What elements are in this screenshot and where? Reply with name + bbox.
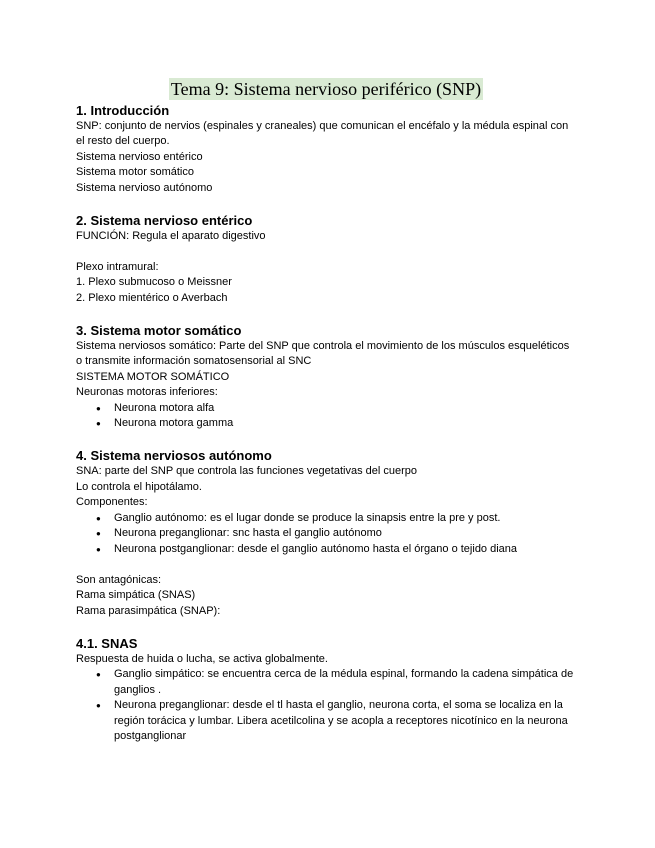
paragraph: Sistema nervioso entérico <box>76 150 203 163</box>
paragraph: Sistema nerviosos somático: Parte del SNP que controla el movimiento de los músculos esqueléticos o transmite información somatosensorial al SNC <box>76 339 570 367</box>
section-1-heading: 1. Introducción <box>76 102 170 118</box>
spacer <box>76 244 576 260</box>
list-item: ● Neurona preganglionar: snc hasta el ganglio autónomo <box>114 526 576 542</box>
bullet-list <box>76 511 576 558</box>
paragraph: Sistema nervioso autónomo <box>76 181 213 194</box>
paragraph: FUNCIÓN: Regula el aparato digestivo <box>76 229 266 242</box>
paragraph: Sistema motor somático <box>76 166 194 178</box>
spacer <box>76 432 576 448</box>
section-4-heading: 4. Sistema nerviosos autónomo <box>76 448 272 463</box>
spacer <box>76 196 576 212</box>
spacer <box>76 306 576 322</box>
bullet-list <box>76 667 576 745</box>
paragraph: Plexo intramural: <box>76 260 159 273</box>
title-wrap <box>76 78 576 101</box>
bullet-list <box>76 401 576 432</box>
list-item: ● Ganglio autónomo: es el lugar donde se produce la sinapsis entre la pre y post. <box>114 511 576 527</box>
list-item: ● Neurona postganglionar: desde el ganglio autónomo hasta el órgano o tejido diana <box>114 542 576 558</box>
list-item: ● Ganglio simpático: se encuentra cerca de la médula espinal, formando la cadena simpática de ganglios . <box>114 667 576 698</box>
section-4-1-heading: 4.1. SNAS <box>76 635 138 651</box>
paragraph: Son antagónicas: <box>76 573 162 586</box>
paragraph: Componentes: <box>76 496 148 508</box>
list-item: 2. Plexo mientérico o Averbach <box>76 291 228 304</box>
paragraph: Lo controla el hipotálamo. <box>76 480 202 493</box>
paragraph: Rama parasimpática (SNAP): <box>76 604 221 617</box>
spacer <box>76 557 576 573</box>
spacer <box>76 619 576 635</box>
page-title: Tema 9: Sistema nervioso periférico (SNP) <box>170 79 482 99</box>
list-item: ● Neurona motora alfa <box>114 401 576 417</box>
paragraph: SNA: parte del SNP que controla las funciones vegetativas del cuerpo <box>76 465 417 477</box>
document-page <box>76 78 576 745</box>
paragraph: SNP: conjunto de nervios (espinales y craneales) que comunican el encéfalo y la médula espinal con el resto del cuerpo. <box>76 119 569 147</box>
section-2-heading: 2. Sistema nervioso entérico <box>76 212 253 228</box>
section-3-heading: 3. Sistema motor somático <box>76 322 242 338</box>
list-item: ● Neurona motora gamma <box>114 416 576 432</box>
paragraph: SISTEMA MOTOR SOMÁTICO <box>76 370 230 383</box>
list-item: ● Neurona preganglionar: desde el tl hasta el ganglio, neurona corta, el soma se localiza en la región torácica y lumbar. Libera acetilcolina y se acopla a receptores nicotínico en la neurona postganglionar <box>114 698 576 745</box>
list-item: 1. Plexo submucoso o Meissner <box>76 276 232 288</box>
paragraph: Respuesta de huida o lucha, se activa globalmente. <box>76 652 328 665</box>
paragraph: Rama simpática (SNAS) <box>76 589 196 601</box>
paragraph: Neuronas motoras inferiores: <box>76 386 218 398</box>
